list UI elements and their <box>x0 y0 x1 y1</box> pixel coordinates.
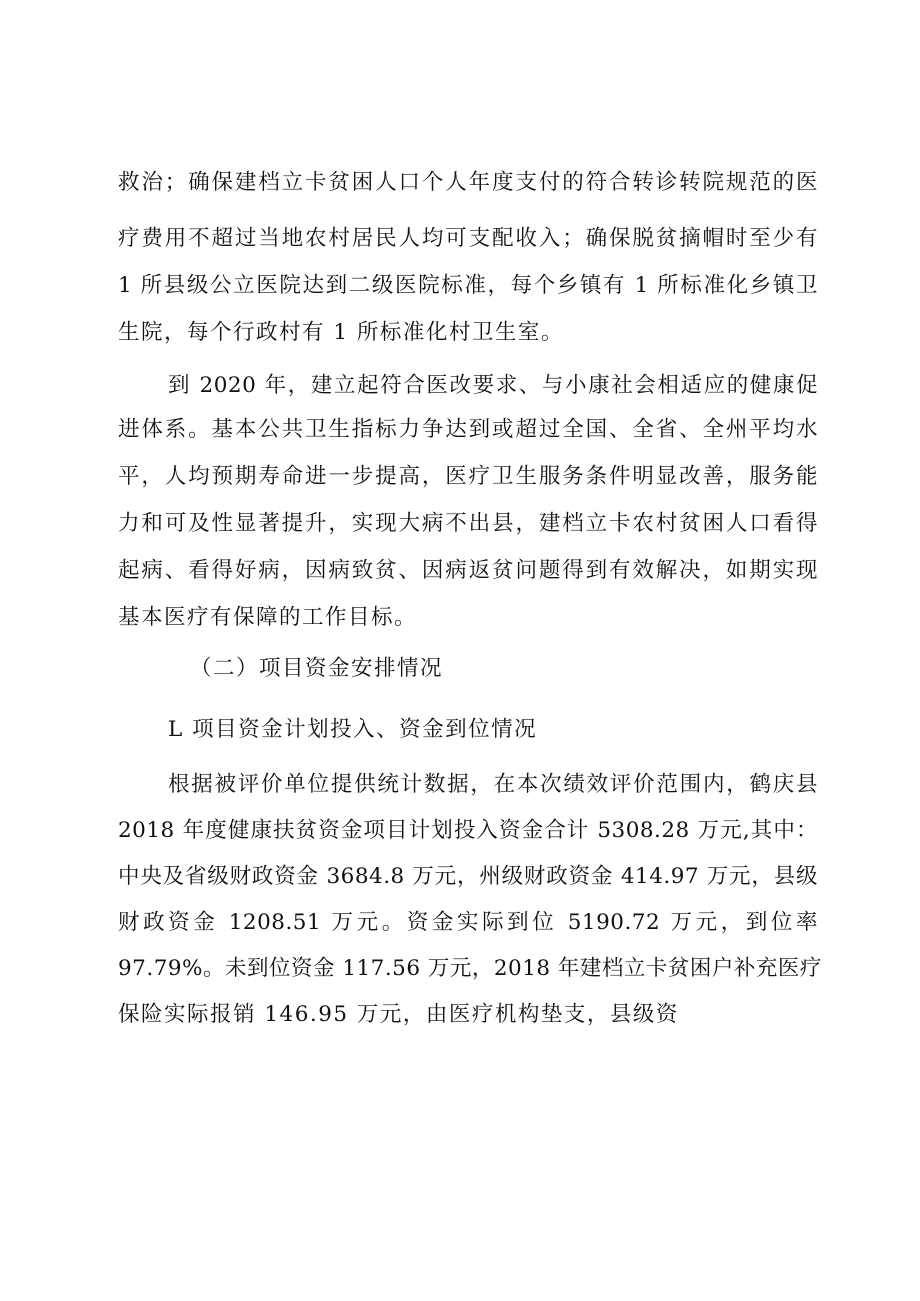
paragraph-3-line-3: 中央及省级财政资金 3684.8 万元，州级财政资金 414.97 万元，县级 <box>118 864 818 889</box>
paragraph-3-line-6: 保险实际报销 146.95 万元，由医疗机构垫支，县级资 <box>118 1002 679 1027</box>
paragraph-2-line-6: 基本医疗有保障的工作目标。 <box>118 605 418 630</box>
paragraph-1-line-4: 生院，每个行政村有 1 所标准化村卫生室。 <box>118 320 564 345</box>
subsection-heading: L 项目资金计划投入、资金到位情况 <box>168 717 538 742</box>
paragraph-1-line-3: 1 所县级公立医院达到二级医院标准，每个乡镇有 1 所标准化乡镇卫 <box>118 273 818 298</box>
paragraph-2-line-3: 平，人均预期寿命进一步提高，医疗卫生服务条件明显改善，服务能 <box>118 464 818 489</box>
paragraph-3-line-5: 97.79%。未到位资金 117.56 万元，2018 年建档立卡贫困户补充医疗 <box>118 956 822 981</box>
paragraph-2-line-1: 到 2020 年，建立起符合医改要求、与小康社会相适应的健康促 <box>168 373 818 398</box>
paragraph-3-line-2: 2018 年度健康扶贫资金项目计划投入资金合计 5308.28 万元,其中： <box>118 818 818 843</box>
paragraph-3-line-4: 财政资金 1208.51 万元。资金实际到位 5190.72 万元，到位率 <box>118 910 818 935</box>
paragraph-3-line-1: 根据被评价单位提供统计数据，在本次绩效评价范围内，鹤庆县 <box>168 772 818 797</box>
paragraph-2-line-4: 力和可及性显著提升，实现大病不出县，建档立卡农村贫困人口看得 <box>118 511 818 536</box>
paragraph-1-line-2: 疗费用不超过当地农村居民人均可支配收入；确保脱贫摘帽时至少有 <box>118 226 818 251</box>
paragraph-2-line-5: 起病、看得好病，因病致贫、因病返贫问题得到有效解决，如期实现 <box>118 558 818 583</box>
section-heading: （二）项目资金安排情况 <box>190 656 444 681</box>
paragraph-1-line-1: 救治；确保建档立卡贫困人口个人年度支付的符合转诊转院规范的医 <box>118 170 818 195</box>
paragraph-2-line-2: 进体系。基本公共卫生指标力争达到或超过全国、全省、全州平均水 <box>118 417 818 442</box>
